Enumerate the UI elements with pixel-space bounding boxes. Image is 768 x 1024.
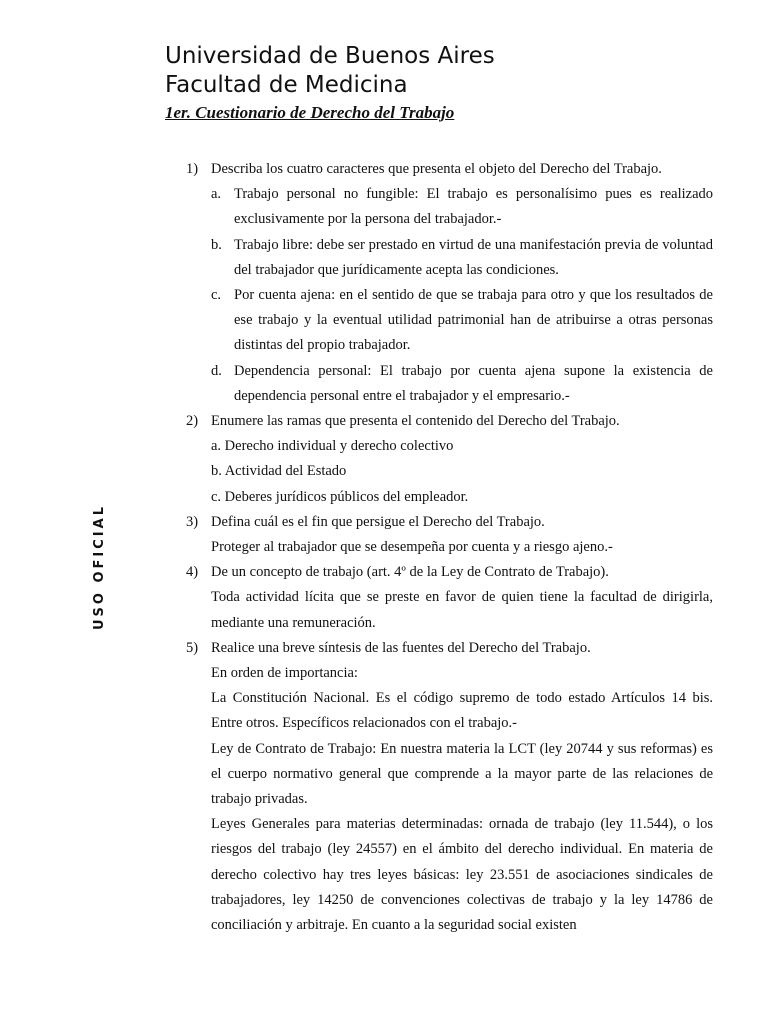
answer-paragraph: Proteger al trabajador que se desempeña por cuenta y a riesgo ajeno.- [211,539,613,556]
question-text: Defina cuál es el fin que persigue el Derecho del Trabajo. [211,513,545,530]
item-letter: d. [211,362,222,379]
answer-line: b. Actividad del Estado [211,463,347,480]
question-3 [186,510,713,535]
question-number: 1) [186,161,199,177]
item-letter: c. [211,287,222,304]
university-name: Universidad de Buenos Aires [165,43,495,69]
item-text: Trabajo personal no fungible: El trabajo es personalísimo pues es realizado exclusivamente por la persona del trabajador.- [234,186,713,228]
question-2 [186,409,713,434]
questionnaire-body [186,157,713,938]
question-text: Enumere las ramas que presenta el contenido del Derecho del Trabajo. [211,413,620,430]
answer-item-d [211,359,713,409]
question-number: 2) [186,413,199,430]
question-4 [186,560,713,585]
item-text: Trabajo libre: debe ser prestado en virtud de una manifestación previa de voluntad del trabajador que jurídicamente acepta las condiciones. [234,236,713,278]
faculty-name: Facultad de Medicina [165,72,408,98]
item-text: Por cuenta ajena: en el sentido de que se trabaja para otro y que los resultados de ese trabajo y la eventual utilidad patrimonial han de atribuirse a otras personas distintas del propio trabajador. [234,287,713,354]
answer-item-c [211,283,713,359]
question-number: 5) [186,639,199,656]
official-use-label: USO OFICIAL [92,504,107,630]
answer-line: a. Derecho individual y derecho colectivo [211,438,454,455]
answer-item-b [211,233,713,283]
answer-paragraph: Toda actividad lícita que se preste en favor de quien tiene la facultad de dirigirla, mediante una remuneración. [211,589,713,631]
answer-line: c. Deberes jurídicos públicos del empleador. [211,488,469,505]
document-header [165,42,725,124]
item-letter: b. [211,236,222,253]
question-number: 4) [186,564,199,581]
question-text: Realice una breve síntesis de las fuentes del Derecho del Trabajo. [211,639,591,656]
item-letter: a. [211,186,222,203]
question-5 [186,636,713,661]
answer-paragraph: Leyes Generales para materias determinadas: ornada de trabajo (ley 11.544), o los riesgos del trabajo (ley 24557) en el ámbito del derecho individual. En materia de derecho colectivo hay tres leyes básicas: ley 23.551 de asociaciones sindicales de trabajadores, ley 14250 de convenciones colectivas de trabajo y la ley 14786 de conciliación y arbitraje. En cuanto a la seguridad social existen [211,816,713,934]
question-text: Describa los cuatro caracteres que presenta el objeto del Derecho del Trabajo. [211,161,662,177]
answer-paragraph: En orden de importancia: [211,665,358,682]
question-1 [186,157,713,182]
question-number: 3) [186,513,199,530]
answer-paragraph: Ley de Contrato de Trabajo: En nuestra materia la LCT (ley 20744 y sus reformas) es el cuerpo normativo general que comprende a la mayor parte de las relaciones de trabajo privadas. [211,740,713,808]
document-subtitle: 1er. Cuestionario de Derecho del Trabajo [165,103,455,122]
answer-paragraph: La Constitución Nacional. Es el código supremo de todo estado Artículos 14 bis. Entre otros. Específicos relacionados con el trabajo.- [211,690,713,732]
item-text: Dependencia personal: El trabajo por cuenta ajena supone la existencia de dependencia personal entre el trabajador y el empresario.- [234,362,713,404]
question-text: De un concepto de trabajo (art. 4º de la Ley de Contrato de Trabajo). [211,564,609,581]
answer-item-a [211,182,713,232]
